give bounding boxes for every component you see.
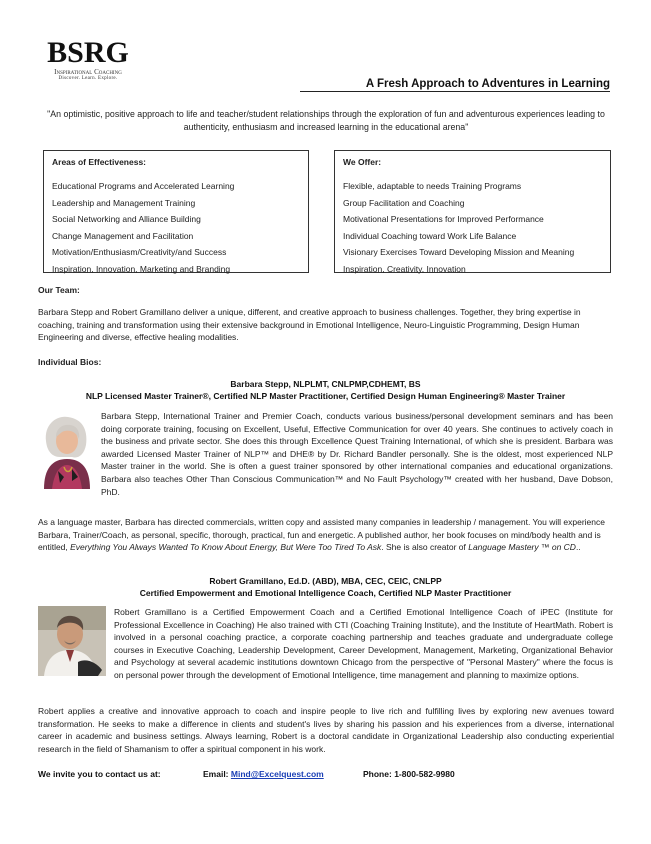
bio-text: As a language master, Barbara has directed commercials, written copy and assisted many companies in leadership / management. You will experience Barbara, Trainer/Coach, as personal, specific, thorough, practical, fun and energetic. A published author, her book focuses on mind/body health and is entitled, — [38, 517, 605, 553]
our-team-heading: Our Team: — [38, 285, 80, 295]
list-item: Inspiration, Creativity, Innovation — [343, 263, 466, 274]
bsrg-logo — [36, 38, 140, 82]
email-link[interactable]: Mind@Excelquest.com — [230, 769, 324, 779]
contact-invite: We invite you to contact us at: — [38, 769, 161, 779]
list-item: Inspiration, Innovation, Marketing and Branding — [52, 263, 231, 274]
areas-of-effectiveness-box — [43, 150, 309, 273]
list-item: Social Networking and Alliance Building — [52, 214, 201, 224]
we-offer-box — [334, 150, 611, 273]
barbara-photo — [38, 411, 94, 489]
robert-photo — [38, 606, 106, 676]
list-item: Visionary Exercises Toward Developing Mission and Meaning — [343, 247, 575, 257]
list-item: Group Facilitation and Coaching — [343, 197, 465, 208]
email-block — [203, 769, 324, 779]
barbara-bio-p1-wrap — [101, 410, 613, 498]
list-item: Motivation/Enthusiasm/Creativity/and Success — [52, 247, 227, 257]
logo-subtitle: Inspirational Coaching — [54, 68, 122, 76]
book-title: Everything You Always Wanted To Know About Energy, But Were Too Tired To Ask — [70, 542, 382, 553]
logo-tagline: Discover. Learn. Explore. — [58, 76, 118, 81]
list-item: Leadership and Management Training — [52, 197, 196, 208]
offer-title: We Offer: — [343, 157, 382, 167]
our-team-text: Barbara Stepp and Robert Gramillano deliver a unique, different, and creative approach to business challenges. Together, they bring expertise in coaching, training and transformation using their extensive background in Emotional Intelligence, Neuro-Linguistic Programming, Design Human Engineering and diverse, effective healing modalities. — [38, 307, 581, 342]
areas-title: Areas of Effectiveness: — [52, 157, 147, 167]
barbara-credentials: NLP Licensed Master Trainer®, Certified NLP Master Practitioner, Certified Design Human Engineering® Master Trainer — [85, 391, 566, 401]
robert-name: Robert Gramillano, Ed.D. (ABD), MBA, CEC, CEIC, CNLPP — [209, 576, 442, 586]
portrait-icon — [38, 606, 106, 676]
bio-text: . She is also creator of — [381, 542, 469, 553]
headline: A Fresh Approach to Adventures in Learning — [300, 78, 610, 92]
list-item: Individual Coaching toward Work Life Balance — [343, 230, 517, 241]
robert-bio-paragraph-1: Robert Gramillano is a Certified Empowerment Coach and a Certified Emotional Intelligence Coach of iPEC (Institute for Professional Excellence in Coaching) He also trained with CTI (Coaching Training Institute), and the Institute of HeartMath. Robert is involved in a personal coaching practice, a corporate coaching partnership and teaches graduate and undergraduate college courses in Executive Coaching, Leadership Development, Career Development, Management, Marketing, Organizational Behavior and Psychology at several academic institutions downtown Chicago from the perspective of "Personal Mastery" where the focus is on personal power through the development of Emotional Intelligence, time management and planning to maximize options. — [114, 607, 613, 680]
phone-number: 1-800-582-9980 — [394, 769, 455, 779]
list-item: Flexible, adaptable to needs Training Programs — [343, 181, 522, 191]
product-title: Language Mastery ™ on CD — [468, 542, 576, 553]
barbara-bio-paragraph-2 — [38, 516, 614, 554]
phone-block — [363, 769, 455, 779]
list-item: Motivational Presentations for Improved Performance — [343, 214, 544, 224]
portrait-icon — [38, 411, 94, 489]
robert-bio-paragraph-2: Robert applies a creative and innovative approach to coach and inspire people to live rich and fulfilling lives by exploring new avenues toward transformation. He seeks to make a difference in clients and student's lives by sharing his passion and his experiences from a diverse, international career in academic and business settings. Always learning, Robert is a doctoral candidate in Organizational Leadership also conducting experiential research in the field of Shamanism to offer a spiritual component in his work. — [38, 706, 614, 754]
list-item: Change Management and Facilitation — [52, 230, 194, 241]
logo-mark: BSRG — [47, 36, 129, 69]
individual-bios-heading: Individual Bios: — [38, 357, 102, 367]
email-label: Email: — [203, 769, 229, 779]
barbara-name: Barbara Stepp, NLPLMT, CNLPMP,CDHEMT, BS — [230, 379, 421, 389]
mission-quote: "An optimistic, positive approach to life and teacher/student relationships through the exploration of fun and adventurous experiences leading to authenticity, enthusiasm and increased learning in the educational arena" — [47, 109, 605, 132]
robert-bio-p1-wrap — [114, 606, 613, 682]
list-item: Educational Programs and Accelerated Learning — [52, 181, 235, 191]
bio-text: .. — [575, 542, 581, 553]
barbara-bio-paragraph-1: Barbara Stepp, International Trainer and Premier Coach, conducts various business/personal development seminars and has been doing corporate training, focusing on Excellent, Useful, Effective Communication for over 40 years. She continues to actively coach in the business and private sector. She does this through Excellence Quest Training International, of which she is president. Barbara was awarded Licensed Master Trainer of NLP™ and DHE® by Dr. Richard Bandler personally. She is the oldest, most experienced NLP Master trainer in the world. She is often a guest trainer sponsored by other international companies and educational organizations. Barbara also teaches Other Than Conscious Communication™ and No Fault Psychology™ created with her husband, Dave Dobson, PhD. — [101, 411, 613, 497]
robert-credentials: Certified Empowerment and Emotional Intelligence Coach, Certified NLP Master Practitioner — [139, 588, 512, 598]
phone-label: Phone: — [363, 769, 392, 779]
